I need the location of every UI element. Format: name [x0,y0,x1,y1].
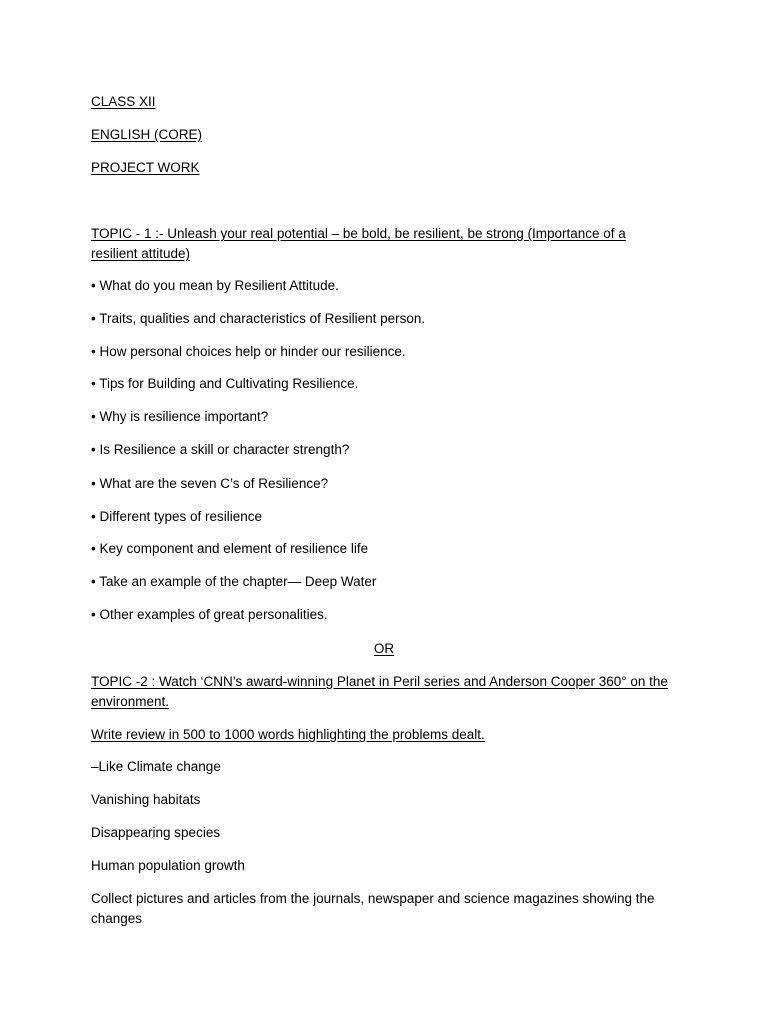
topic-2-closing: Collect pictures and articles from the journals, newspaper and science magazines showing the changes [91,891,655,926]
class-heading: CLASS XII [91,94,156,109]
topic-2-title: TOPIC -2 : Watch ‘CNN’s award-winning Planet in Peril series and Anderson Cooper 360° on the environment. [91,674,668,709]
topic-1-bullet: • Is Resilience a skill or character strength? [91,442,350,457]
topic-1-bullet: • Why is resilience important? [91,409,269,424]
topic-1-bullet: • Take an example of the chapter— Deep Water [91,574,377,589]
topic-1-bullet: • Other examples of great personalities. [91,607,328,622]
topic-1-bullet: • Key component and element of resilience life [91,541,369,556]
topic-1-bullet: • What are the seven C’s of Resilience? [91,476,329,491]
or-separator: OR [373,641,395,656]
topic-2-item: Human population growth [91,858,245,873]
topic-2-item: Disappearing species [91,825,221,840]
topic-1-bullet: • Traits, qualities and characteristics of Resilient person. [91,311,426,326]
topic-2-item: –Like Climate change [91,759,221,774]
subject-heading: ENGLISH (CORE) [91,127,203,142]
topic-1-bullet: • What do you mean by Resilient Attitude. [91,278,339,293]
topic-1-bullet: • Different types of resilience [91,509,263,524]
topic-1-bullet: • Tips for Building and Cultivating Resilience. [91,376,359,391]
section-heading: PROJECT WORK [91,160,200,175]
topic-2-instruction: Write review in 500 to 1000 words highlighting the problems dealt. [91,727,485,742]
topic-1-title: TOPIC - 1 :- Unleash your real potential – be bold, be resilient, be strong (Importance of a resilient attitude) [91,226,626,261]
topic-1-bullet: • How personal choices help or hinder our resilience. [91,344,406,359]
topic-2-item: Vanishing habitats [91,792,201,807]
